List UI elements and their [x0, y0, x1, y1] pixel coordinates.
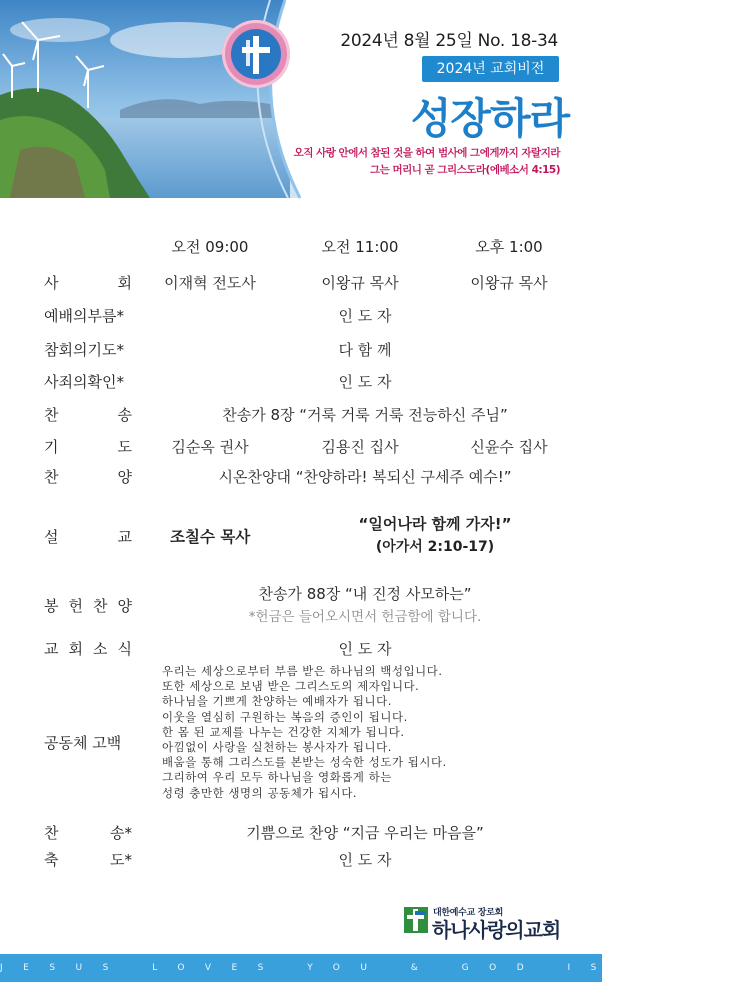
offering-hymn: 찬송가 88장 “내 진정 사모하는” — [258, 585, 472, 603]
bulletin-header — [0, 0, 602, 198]
service-time-2: 오전 11:00 — [321, 238, 399, 256]
praise-label: 찬 양 — [44, 468, 132, 486]
hymn-label: 찬 송 — [44, 406, 132, 424]
church-cross-logo-icon — [404, 905, 428, 935]
confession-prayer-value: 다 함 께 — [338, 341, 392, 359]
prayer-leader-1: 김순옥 권사 — [171, 438, 249, 456]
footer-banner-text: JESUS LOVES YOU & GOD IS LOVE — [0, 963, 746, 973]
vision-badge: 2024년 교회비전 — [422, 56, 559, 82]
presider-3: 이왕규 목사 — [470, 274, 548, 292]
closing-hymn-value: 기쁨으로 찬양 “지금 우리는 마음을” — [246, 824, 484, 842]
church-vision-motto: 성장하라 — [410, 94, 570, 143]
church-news-label: 교 회 소 식 — [44, 640, 132, 658]
presider-label: 사 회 — [44, 274, 132, 292]
benediction-label: 축 도* — [44, 851, 132, 869]
community-confession-label: 공동체 고백 — [44, 734, 122, 752]
offering-label: 봉 헌 찬 양 — [44, 597, 132, 615]
prayer-leader-2: 김용진 집사 — [321, 438, 399, 456]
assurance-value: 인 도 자 — [338, 373, 392, 391]
presider-1: 이재혁 전도사 — [164, 274, 256, 292]
assurance-label: 사죄의확인* — [44, 373, 124, 391]
church-logo — [404, 905, 576, 942]
confession-line: 그리하여 우리 모두 하나님을 영화롭게 하는 — [162, 770, 392, 785]
confession-line: 성령 충만한 생명의 공동체가 됩시다. — [162, 785, 358, 800]
confession-line: 배움을 통해 그리스도를 본받는 성숙한 성도가 됩시다. — [162, 755, 447, 770]
confession-prayer-label: 참회의기도* — [44, 341, 124, 359]
sermon-scripture: (아가서 2:10-17) — [375, 539, 495, 555]
service-time-3: 오후 1:00 — [475, 238, 543, 256]
confession-line: 한 몸 된 교제를 나누는 건강한 지체가 됩니다. — [162, 724, 405, 739]
sermon-label: 설 교 — [44, 528, 132, 546]
offering-note: *헌금은 들어오시면서 헌금함에 합니다. — [248, 609, 482, 625]
hymn-value: 찬송가 8장 “거룩 거룩 거룩 전능하신 주님” — [222, 406, 508, 424]
service-time-1: 오전 09:00 — [171, 238, 249, 256]
sermon-title: “일어나라 함께 가자!” — [358, 515, 512, 533]
closing-hymn-label: 찬 송* — [44, 824, 132, 842]
community-confession-text — [162, 664, 447, 801]
praise-value: 시온찬양대 “찬양하라! 복되신 구세주 예수!” — [218, 468, 512, 486]
call-to-worship-value: 인 도 자 — [338, 307, 392, 325]
sermon-preacher: 조칠수 목사 — [170, 528, 251, 546]
prayer-leader-3: 신윤수 집사 — [470, 438, 548, 456]
benediction-value: 인 도 자 — [338, 851, 392, 869]
denomination-text: 대한예수교 장로회 — [433, 908, 503, 918]
confession-line: 우리는 세상으로부터 부름 받은 하나님의 백성입니다. — [162, 664, 443, 678]
vision-verse-line-1: 오직 사랑 안에서 참된 것을 하여 범사에 그에게까지 자랄지라 — [293, 147, 560, 159]
bulletin-date-number: 2024년 8월 25일 No. 18-34 — [340, 31, 558, 51]
confession-line: 또한 세상으로 보냄 받은 그리스도의 제자입니다. — [162, 679, 420, 694]
confession-line: 이웃을 열심히 구원하는 복음의 증인이 됩니다. — [162, 709, 408, 724]
church-name: 하나사랑의교회 — [432, 918, 561, 942]
cross-emblem-icon — [222, 20, 290, 88]
prayer-label: 기 도 — [44, 438, 132, 456]
confession-line: 아낌없이 사랑을 실천하는 봉사자가 됩니다. — [162, 740, 392, 755]
vision-verse-line-2: 그는 머리니 곧 그리스도라(에베소서 4:15) — [370, 164, 560, 176]
church-news-value: 인 도 자 — [338, 640, 392, 658]
confession-line: 하나님을 기쁘게 찬양하는 예배자가 됩니다. — [162, 694, 392, 709]
presider-2: 이왕규 목사 — [321, 274, 399, 292]
call-to-worship-label: 예배의부름* — [44, 307, 124, 325]
